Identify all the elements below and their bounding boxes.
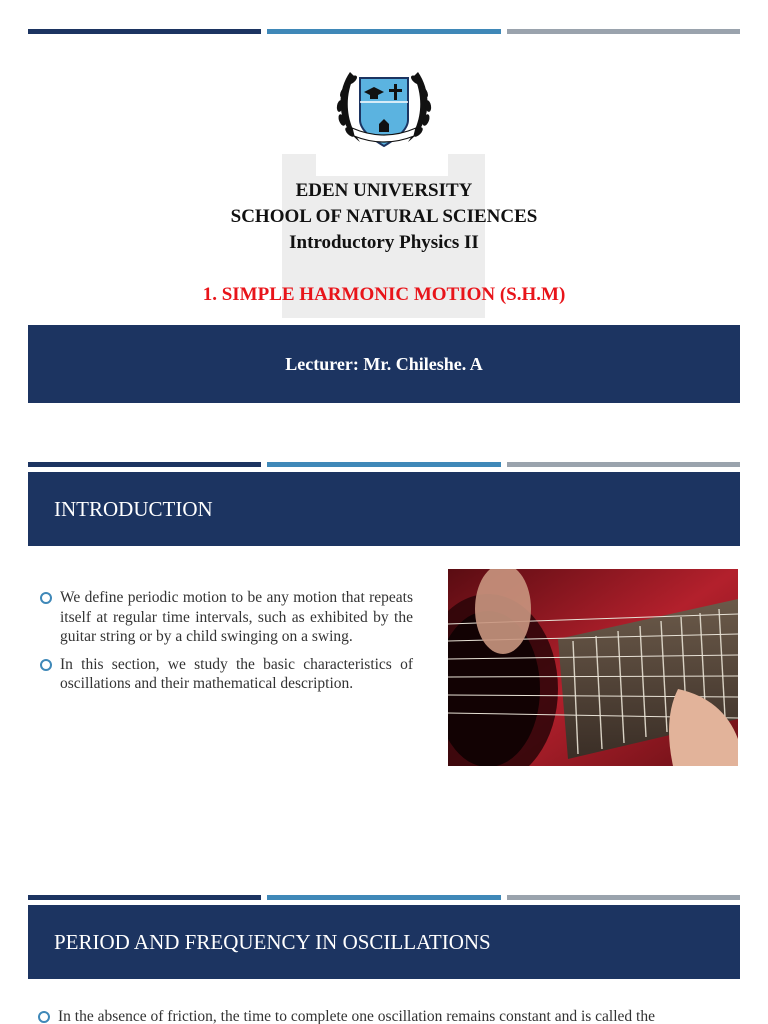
period-bullet-list xyxy=(38,1007,738,1024)
school-name: SCHOOL OF NATURAL SCIENCES xyxy=(230,206,538,227)
list-item xyxy=(40,588,413,647)
introduction-heading: INTRODUCTION xyxy=(54,496,213,521)
hollow-circle-bullet-icon xyxy=(40,659,52,671)
bullet-text: In the absence of friction, the time to complete one oscillation remains constant and is called the xyxy=(58,1008,655,1024)
bullet-text: We define periodic motion to be any motion that repeats itself at regular time intervals, such as exhibited by the guitar string or by a child swinging on a swing. xyxy=(60,589,413,645)
university-crest-icon xyxy=(330,62,438,158)
title-block xyxy=(0,178,768,256)
period-frequency-heading: PERIOD AND FREQUENCY IN OSCILLATIONS xyxy=(54,929,491,954)
introduction-header xyxy=(28,472,740,546)
hollow-circle-bullet-icon xyxy=(40,592,52,604)
lecturer-name: Lecturer: Mr. Chileshe. A xyxy=(285,353,483,374)
lecturer-banner xyxy=(28,325,740,403)
list-item xyxy=(38,1007,738,1024)
title-background-notch xyxy=(316,154,448,176)
list-item xyxy=(40,655,413,694)
period-frequency-header xyxy=(28,905,740,979)
hollow-circle-bullet-icon xyxy=(38,1011,50,1023)
topic-title: 1. SIMPLE HARMONIC MOTION (S.H.M) xyxy=(202,284,566,305)
bullet-text: In this section, we study the basic characteristics of oscillations and their mathematical description. xyxy=(60,655,413,692)
slide3-stripe xyxy=(28,895,740,900)
introduction-bullet-list xyxy=(40,588,413,702)
course-name: Introductory Physics II xyxy=(289,232,479,253)
guitar-photo xyxy=(448,569,738,766)
university-name: EDEN UNIVERSITY xyxy=(295,180,473,201)
slide2-stripe xyxy=(28,462,740,467)
top-stripe xyxy=(28,29,740,34)
